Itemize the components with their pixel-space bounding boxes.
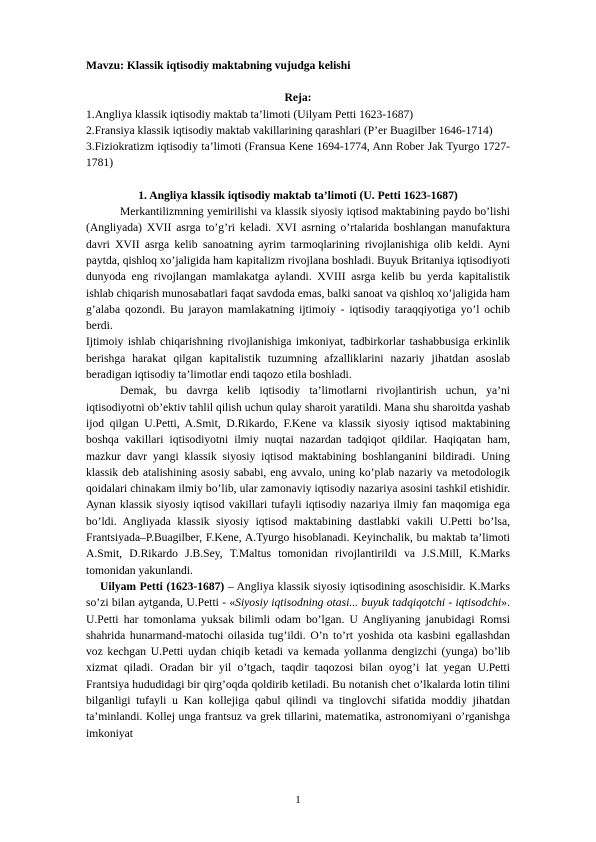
plan-item: 2.Fransiya klassik iqtisodiy maktab vakillarining qarashlari (P’er Buagilber 1646-1714) <box>86 123 493 137</box>
marks-quote: Siyosiy iqtisodning otasi... buyuk tadqiqotchi - iqtisodchi <box>235 596 502 610</box>
paragraph-4 <box>86 579 510 742</box>
section-heading: 1. Angliya klassik iqtisodiy maktab ta’limoti (U. Petti 1623-1687) <box>138 188 458 202</box>
plan-item: 1.Angliya klassik iqtisodiy maktab ta’limoti (Uilyam Petti 1623-1687) <box>86 107 414 121</box>
plan-item: 3.Fiziokratizm iqtisodiy ta’limoti (Fransua Kene 1694-1774, Ann Rober Jak Tyurgo 1727-1781) <box>86 140 510 170</box>
paragraph-2: Ijtimoiy ishlab chiqarishning rivojlanishiga imkoniyat, tadbirkorlar tashabbusiga erkinlik berishga harakat qilgan kapitalistik tuzumning afzalliklarini nazariy jihatdan asoslab beradigan iqtisodiy ta’limotlar endi taqozo etila boshladi. <box>86 335 510 382</box>
plan-list <box>86 107 510 172</box>
paragraph-4-text-1: – Angliya klassik siyosiy iqtisodining asoschisidir. K.Marks so’zi bilan aytganda, U.Petti - « <box>86 579 510 610</box>
petti-name: Uilyam Petti (1623-1687) <box>100 579 225 593</box>
plan-title: Reja: <box>284 91 312 105</box>
page-number: 1 <box>295 794 301 806</box>
topic-heading: Mavzu: Klassik iqtisodiy maktabning vujudga kelishi <box>86 59 351 72</box>
paragraph-3: Demak, bu davrga kelib iqtisodiy ta’limotlarni rivojlantirish uchun, ya’ni iqtisodiyotni ob’ektiv tahlil qilish uchun qulay sharoit yaratildi. Mana shu sharoitda yashab ijod qilgan U.Petti, A.Smit, D.Rikardo, F.Kene va klassik siyosiy iqtisod maktabining boshqa vakillari iqtisodiyotni ilmiy nuqtai nazardan tadqiqot qildilar. Haqiqatan ham, mazkur davr yangi klassik siyosiy iqtisod maktabining boshlanganini bildiradi. Uning klassik deb atalishining asosiy sababi, eng avvalo, uning ko’plab nazariy va metodologik qoidalari chinakam ilmiy bo’lib, ular zamonaviy iqtisodiy nazariya asosini tashkil etishidir. Aynan klassik siyosiy iqtisod vakillari tufayli iqtisodiy nazariya ilmiy fan maqomiga ega bo’ldi. Angliyada klassik siyosiy iqtisod maktabining dastlabki vakili U.Petti bo’lsa, Frantsiyada–P.Buagilber, F.Kene, A.Tyurgo hisoblanadi. Keyinchalik, bu maktab ta’limoti A.Smit, D.Rikardo J.B.Sey, T.Maltus tomonidan rivojlantirildi va J.S.Mill, K.Marks tomonidan yakunlandi. <box>86 384 510 577</box>
paragraph-1: Merkantilizmning yemirilishi va klassik siyosiy iqtisod maktabining paydo bo’lishi (Angliyada) XVII asrga to’g’ri keladi. XVI asrning o’rtalarida boshlangan manufaktura davri XVII asrga kelib sanoatning ayrim tarmoqlarining rivojlanishiga olib keldi. Ayni paytda, qishloq xo’jaligida ham kapitalizm rivojlana boshladi. Buyuk Britaniya iqtisodiyoti dunyoda eng rivojlangan mamlakatga aylandi. XVIII asrga kelib bu yerda kapitalistik ishlab chiqarish munosabatlari faqat savdoda emas, balki sanoat va qishloq xo’jaligida ham g’alaba qozondi. Bu jarayon mamlakatning ijtimoiy - iqtisodiy taraqqiyotiga yo’l ochib berdi. <box>86 205 510 333</box>
page-content <box>86 58 510 742</box>
paragraph-4-text-2: ». U.Petti har tomonlama yuksak bilimli odam bo’lgan. U Angliyaning janubidagi Romsi shahrida hunarmand-matochi oilasida tug’ildi. O’n to’rt yoshida ota kasbini egallashdan voz kechgan U.Petti uydan chiqib ketadi va kemada yollanma dengizchi (yunga) bo’lib xizmat qiladi. Oradan bir yil o’tgach, taqdir taqozosi bilan oyog’i lat yegan U.Petti Frantsiya hududidagi bir qirg’oqda qoldirib ketiladi. Bu notanish chet o’lkalarda lotin tilini bilganligi tufayli u Kan kollejiga qabul qilindi va tinglovchi sifatida moddiy jihatdan ta’minlandi. Kollej unga frantsuz va grek tillarini, matematika, astronomiyani o’rganishga imkoniyat <box>86 596 510 740</box>
